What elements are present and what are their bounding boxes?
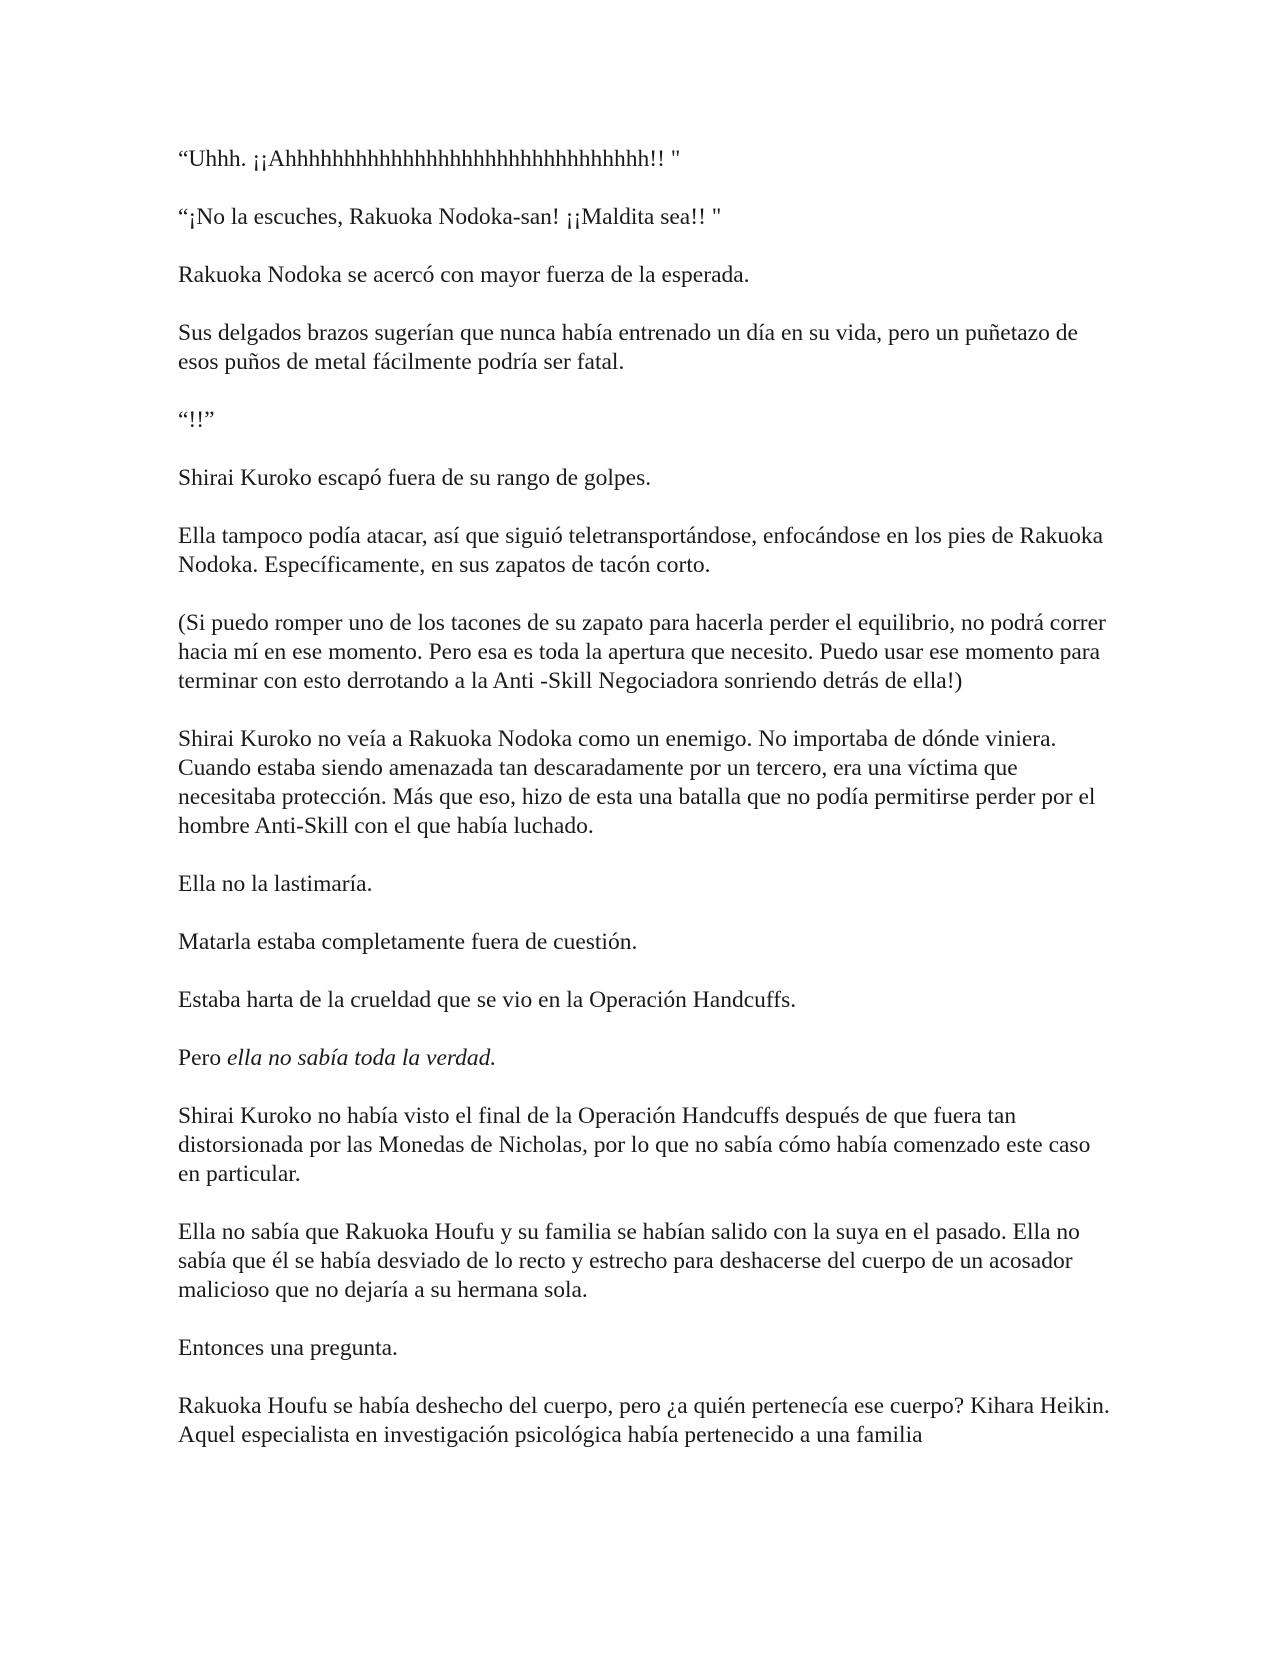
paragraph: (Si puedo romper uno de los tacones de su zapato para hacerla perder el equilibrio, no podrá correr hacia mí en ese momento. Pero esa es toda la apertura que necesito. Puedo usar ese momento para terminar con esto derrotando a la Anti -Skill Negociadora sonriendo detrás de ella!) — [178, 610, 1106, 694]
paragraph-with-italic — [178, 1044, 1118, 1073]
paragraph: Shirai Kuroko no veía a Rakuoka Nodoka como un enemigo. No importaba de dónde viniera. Cuando estaba siendo amenazada tan descaradamente por un tercero, era una víctima que necesitaba protección. Más que eso, hizo de esta una batalla que no podía permitirse perder por el hombre Anti-Skill con el que había luchado. — [178, 726, 1096, 839]
paragraph: “!!” — [178, 407, 215, 433]
paragraph: “Uhhh. ¡¡Ahhhhhhhhhhhhhhhhhhhhhhhhhhhhhhh!! " — [178, 146, 681, 172]
document-body — [178, 145, 1118, 1479]
paragraph: Shirai Kuroko escapó fuera de su rango de golpes. — [178, 465, 652, 491]
paragraph: Ella no sabía que Rakuoka Houfu y su familia se habían salido con la suya en el pasado. Ella no sabía que él se había desviado de lo recto y estrecho para deshacerse del cuerpo de un acosador malicioso que no dejaría a su hermana sola. — [178, 1219, 1080, 1303]
paragraph: Estaba harta de la crueldad que se vio en la Operación Handcuffs. — [178, 987, 797, 1013]
paragraph-lead-text: Pero — [178, 1045, 227, 1071]
paragraph: Sus delgados brazos sugerían que nunca había entrenado un día en su vida, pero un puñetazo de esos puños de metal fácilmente podría ser fatal. — [178, 320, 1078, 375]
paragraph: Shirai Kuroko no había visto el final de la Operación Handcuffs después de que fuera tan distorsionada por las Monedas de Nicholas, por lo que no sabía cómo había comenzado este caso en particular. — [178, 1103, 1091, 1187]
paragraph: “¡No la escuches, Rakuoka Nodoka-san! ¡¡Maldita sea!! " — [178, 204, 722, 230]
paragraph: Rakuoka Nodoka se acercó con mayor fuerza de la esperada. — [178, 262, 750, 288]
paragraph: Matarla estaba completamente fuera de cuestión. — [178, 929, 638, 955]
paragraph: Ella tampoco podía atacar, así que siguió teletransportándose, enfocándose en los pies de Rakuoka Nodoka. Específicamente, en sus zapatos de tacón corto. — [178, 523, 1104, 578]
paragraph: Entonces una pregunta. — [178, 1335, 398, 1361]
paragraph: Rakuoka Houfu se había deshecho del cuerpo, pero ¿a quién pertenecía ese cuerpo? Kihara Heikin. Aquel especialista en investigación psicológica había pertenecido a una familia — [178, 1393, 1110, 1448]
paragraph: Ella no la lastimaría. — [178, 871, 373, 897]
paragraph-italic-text: ella no sabía toda la verdad. — [226, 1045, 497, 1071]
